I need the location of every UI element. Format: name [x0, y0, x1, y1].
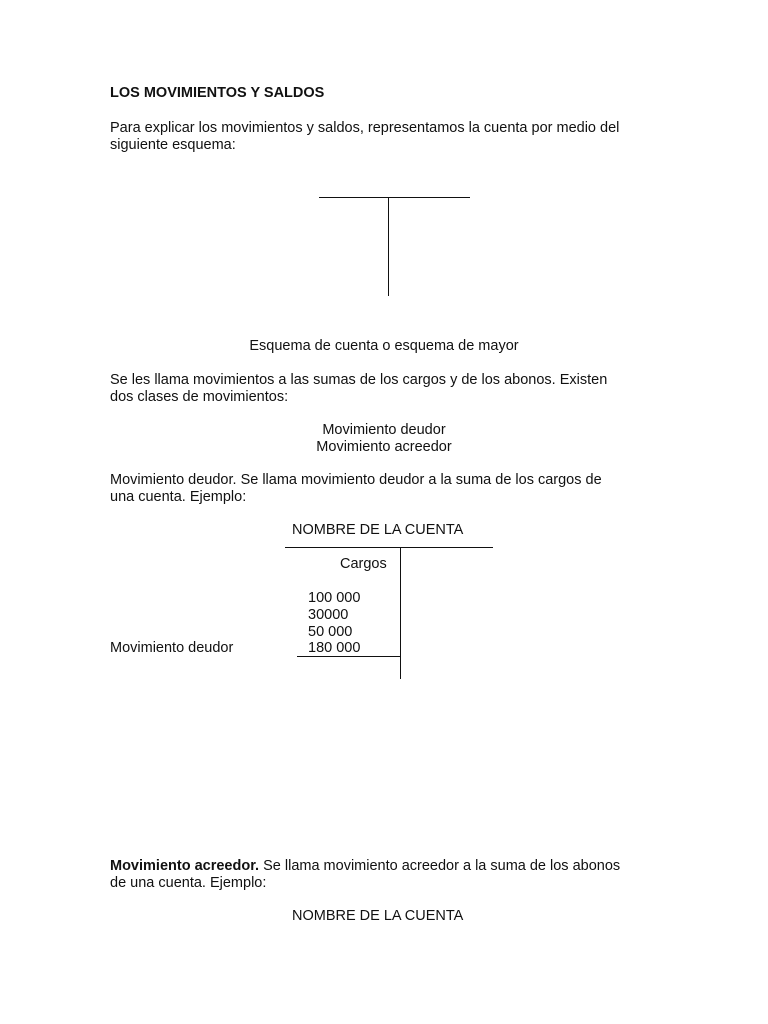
t-account-top-line	[319, 197, 470, 198]
total-underline	[297, 656, 401, 657]
intro-line-2: siguiente esquema:	[110, 137, 236, 153]
debit-paragraph-line-1: Movimiento deudor. Se llama movimiento deudor a la suma de los cargos de	[110, 472, 602, 488]
amount-2: 30000	[308, 607, 349, 623]
credit-paragraph-line-1	[110, 858, 620, 875]
intro-line-1: Para explicar los movimientos y saldos, representamos la cuenta por medio del	[110, 120, 620, 136]
account-vertical-line	[400, 548, 401, 679]
movements-intro-line-2: dos clases de movimientos:	[110, 389, 289, 405]
movement-type-debit: Movimiento deudor	[322, 422, 446, 438]
movement-type-credit: Movimiento acreedor	[316, 439, 452, 455]
amount-3: 50 000	[308, 624, 353, 640]
account-top-line	[285, 547, 493, 548]
movements-intro-line-1: Se les llama movimientos a las sumas de los cargos y de los abonos. Existen	[110, 372, 608, 388]
schema-caption: Esquema de cuenta o esquema de mayor	[249, 338, 519, 354]
debit-paragraph-line-2: una cuenta. Ejemplo:	[110, 489, 247, 505]
total-label: Movimiento deudor	[110, 640, 234, 656]
amount-1: 100 000	[308, 590, 361, 606]
t-account-vertical-line	[388, 198, 389, 296]
credit-term: Movimiento acreedor.	[110, 858, 260, 874]
cargos-label: Cargos	[340, 556, 387, 572]
account-name: NOMBRE DE LA CUENTA	[292, 522, 464, 538]
credit-paragraph-line-2: de una cuenta. Ejemplo:	[110, 875, 267, 891]
credit-paragraph-text: Se llama movimiento acreedor a la suma de los abonos	[259, 858, 621, 874]
credit-account-name: NOMBRE DE LA CUENTA	[292, 908, 464, 924]
page-title: LOS MOVIMIENTOS Y SALDOS	[110, 85, 325, 101]
total-amount: 180 000	[308, 640, 361, 656]
